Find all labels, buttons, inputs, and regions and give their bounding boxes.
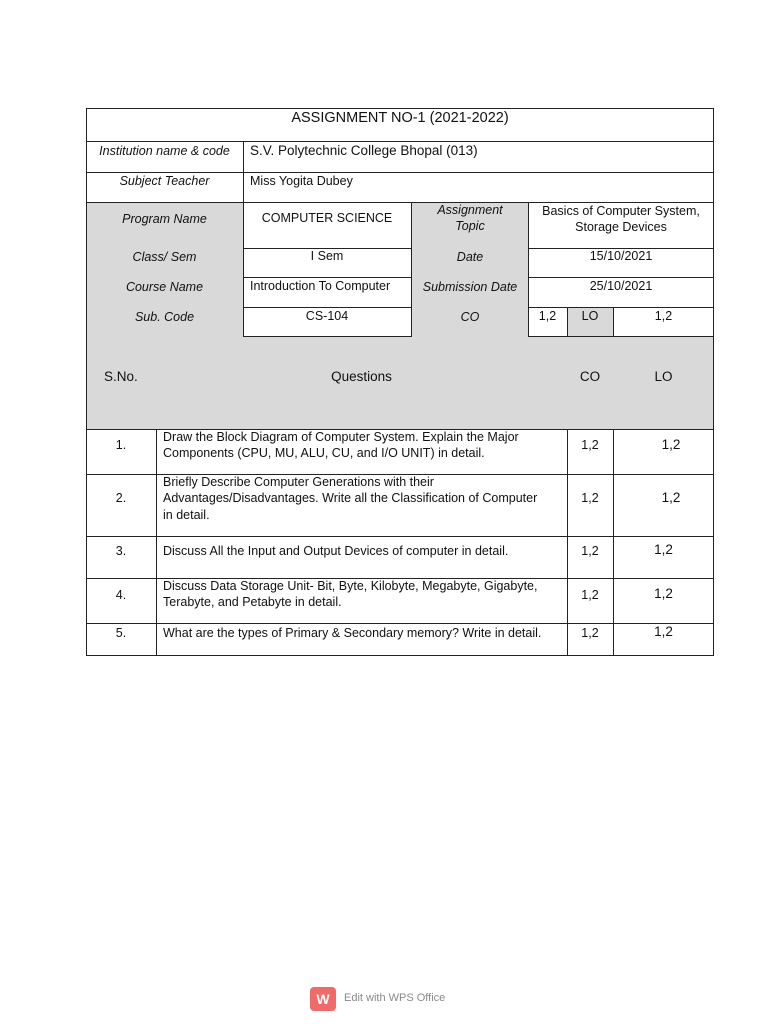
submission-value: 25/10/2021: [589, 279, 653, 293]
topic-label-line1: Assignment: [437, 203, 503, 217]
question-text: Advantages/Disadvantages. Write all the Classification of Computer: [163, 491, 538, 505]
institution-value: S.V. Polytechnic College Bhopal (013): [250, 143, 478, 158]
row-co: 1,2: [581, 588, 599, 602]
question-text: Discuss Data Storage Unit- Bit, Byte, Kilobyte, Megabyte, Gigabyte,: [163, 579, 538, 593]
course-label: Course Name: [125, 280, 204, 294]
lo-value: 1,2: [654, 309, 673, 323]
header-co: CO: [579, 369, 601, 384]
header-lo: LO: [654, 369, 673, 384]
row-lo: 1,2: [654, 542, 673, 557]
row-number: 5.: [115, 626, 127, 640]
row-co: 1,2: [581, 544, 599, 558]
row-number: 2.: [115, 491, 127, 505]
topic-label-line2: Topic: [455, 219, 485, 233]
question-text: Discuss All the Input and Output Devices of computer in detail.: [163, 544, 509, 558]
class-sem-value: I Sem: [310, 249, 344, 263]
teacher-label: Subject Teacher: [119, 174, 210, 188]
row-lo: 1,2: [661, 490, 681, 505]
co-value: 1,2: [538, 309, 557, 323]
program-label: Program Name: [122, 212, 207, 226]
lo-label: LO: [581, 309, 599, 323]
topic-value-line2: Storage Devices: [575, 220, 667, 234]
question-text: Components (CPU, MU, ALU, CU, and I/O UNIT) in detail.: [163, 446, 485, 460]
header-questions: Questions: [331, 369, 392, 384]
assignment-title: ASSIGNMENT NO-1 (2021-2022): [291, 110, 509, 126]
question-text: in detail.: [163, 508, 210, 522]
institution-label: Institution name & code: [99, 144, 230, 158]
header-sno: S.No.: [104, 369, 138, 384]
row-co: 1,2: [581, 491, 599, 505]
co-label: CO: [460, 310, 480, 324]
sub-code-label: Sub. Code: [134, 310, 195, 324]
row-number: 4.: [115, 588, 127, 602]
row-co: 1,2: [581, 438, 599, 452]
row-lo: 1,2: [654, 586, 673, 601]
row-number: 1.: [115, 438, 127, 452]
sub-code-value: CS-104: [305, 309, 349, 323]
question-text: Briefly Describe Computer Generations with their: [163, 475, 434, 489]
row-lo: 1,2: [654, 624, 673, 639]
teacher-value: Miss Yogita Dubey: [250, 174, 353, 188]
program-value: COMPUTER SCIENCE: [261, 211, 393, 225]
topic-value-line1: Basics of Computer System,: [542, 204, 700, 218]
date-value: 15/10/2021: [589, 249, 653, 263]
row-lo: 1,2: [661, 437, 681, 452]
class-sem-label: Class/ Sem: [132, 250, 197, 264]
edit-with-wps-link[interactable]: Edit with WPS Office: [344, 992, 446, 1004]
question-text: What are the types of Primary & Secondary memory? Write in detail.: [163, 626, 542, 640]
course-value: Introduction To Computer: [250, 279, 391, 293]
question-text: Terabyte, and Petabyte in detail.: [163, 595, 342, 609]
submission-label: Submission Date: [422, 280, 518, 294]
question-text: Draw the Block Diagram of Computer System. Explain the Major: [163, 430, 519, 444]
date-label: Date: [456, 250, 484, 264]
row-number: 3.: [115, 544, 127, 558]
wps-logo-icon[interactable]: W: [310, 987, 336, 1011]
row-co: 1,2: [581, 626, 599, 640]
